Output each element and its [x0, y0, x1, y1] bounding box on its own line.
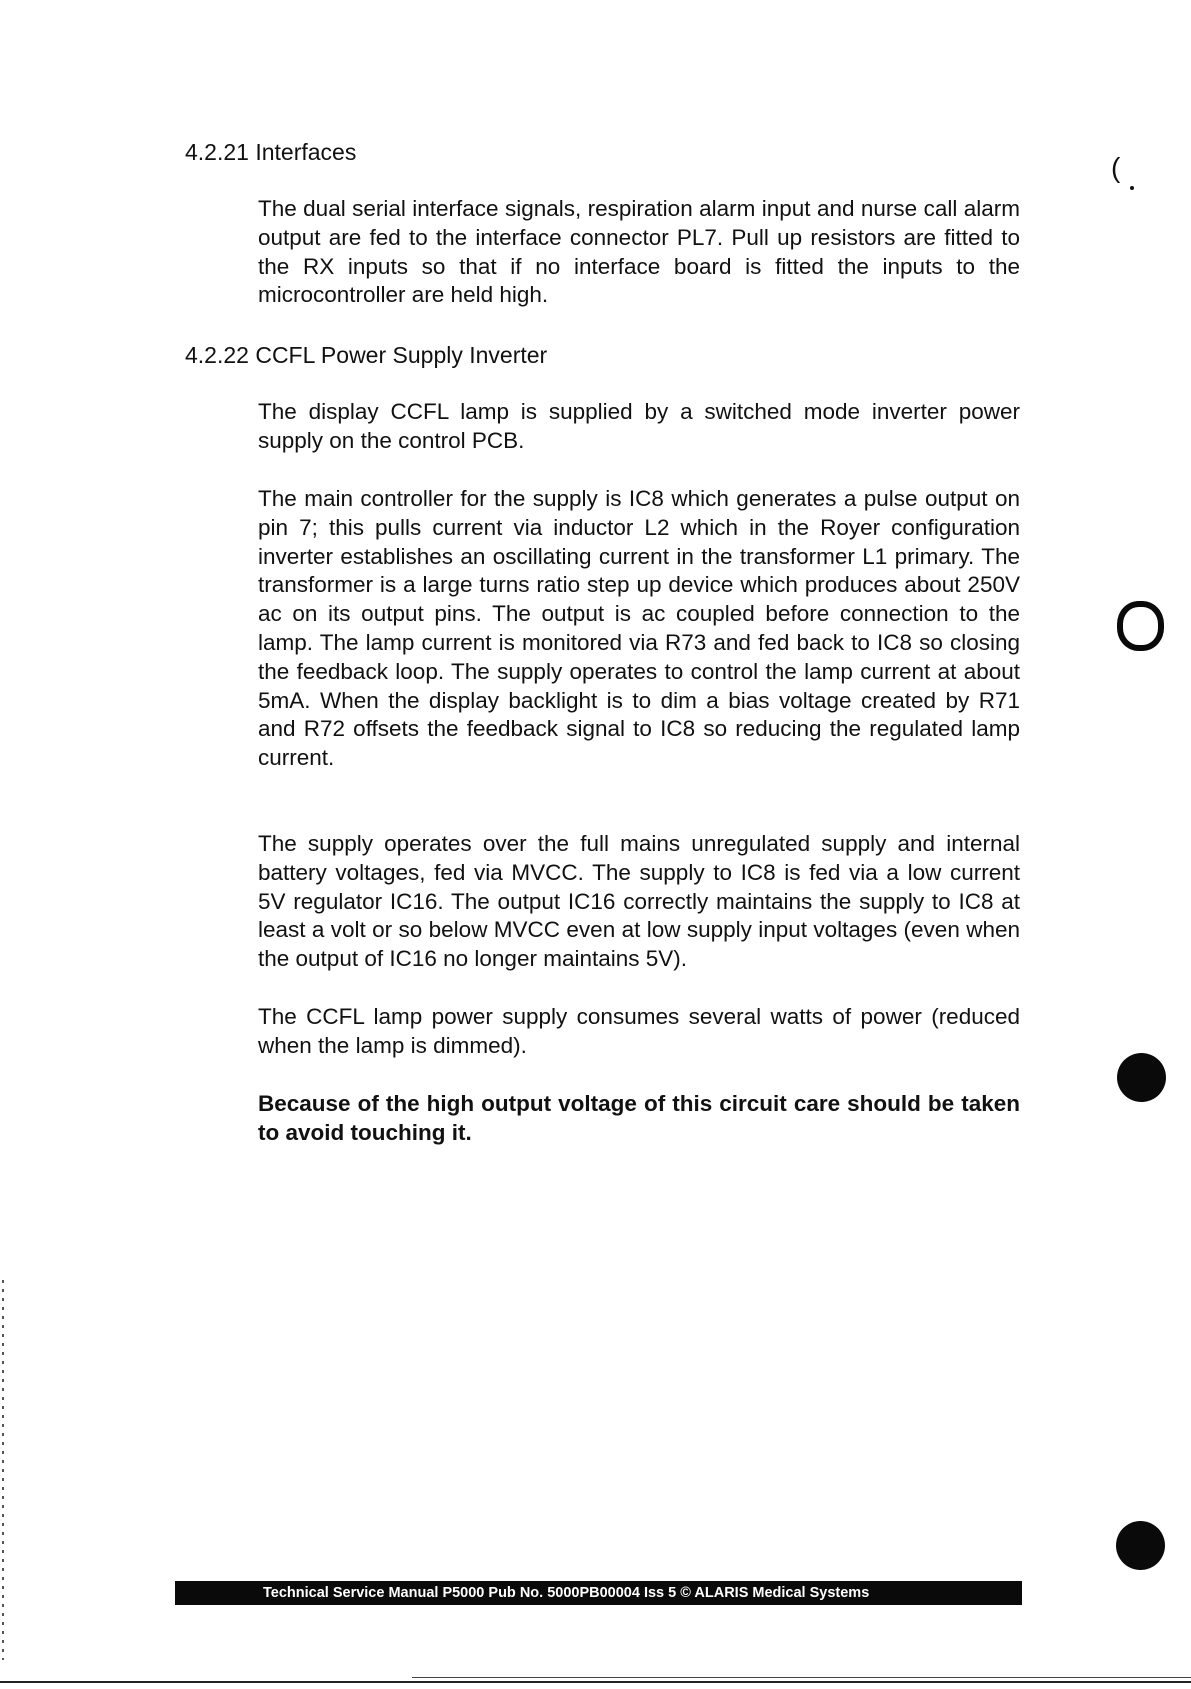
margin-paren-mark: (: [1111, 152, 1121, 183]
warning-text: Because of the high output voltage of this circuit care should be taken to avoid touching it.: [258, 1091, 1020, 1145]
paragraph-ccfl-controller: The main controller for the supply is IC8 which generates a pulse output on pin 7; this pulls current via inductor L2 which in the Royer configuration inverter establishes an oscillating current in the transformer L1 primary. The transformer is a large turns ratio step up device which produces about 250V ac on its output pins. The output is ac coupled before connection to the lamp. The lamp current is monitored via R73 and fed back to IC8 so closing the feedback loop. The supply operates to control the lamp current at about 5mA. When the display backlight is to dim a bias voltage created by R71 and R72 offsets the feedback signal to IC8 so reducing the regulated lamp current.: [258, 486, 1020, 771]
punch-hole-bottom: [1116, 1521, 1165, 1570]
paragraph-ccfl-intro: The display CCFL lamp is supplied by a switched mode inverter power supply on the control PCB.: [258, 399, 1020, 453]
paragraph-ccfl-power: The CCFL lamp power supply consumes several watts of power (reduced when the lamp is dimmed).: [258, 1004, 1020, 1058]
bottom-scan-line: [0, 1681, 1191, 1683]
punch-hole-top: [1117, 601, 1164, 651]
margin-dot-mark: [1130, 186, 1134, 190]
bottom-scan-line-short: [412, 1677, 1191, 1678]
paragraph-interfaces: The dual serial interface signals, respiration alarm input and nurse call alarm output are fed to the interface connector PL7. Pull up resistors are fitted to the RX inputs so that if no interface board is fitted the inputs to the microcontroller are held high.: [258, 196, 1020, 308]
footer-text: Technical Service Manual P5000 Pub No. 5000PB00004 Iss 5 © ALARIS Medical Systems: [263, 1585, 870, 1601]
heading-ccfl-inverter: 4.2.22 CCFL Power Supply Inverter: [185, 342, 548, 368]
paragraph-ccfl-supply: The supply operates over the full mains unregulated supply and internal battery voltages, fed via MVCC. The supply to IC8 is fed via a low current 5V regulator IC16. The output IC16 correctly maintains the supply to IC8 at least a volt or so below MVCC even at low supply input voltages (even when the output of IC16 no longer maintains 5V).: [258, 831, 1020, 972]
punch-hole-middle: [1117, 1053, 1166, 1102]
footer-bar: [175, 1581, 1022, 1605]
left-edge-scan-artifact: [2, 1280, 4, 1660]
heading-interfaces: 4.2.21 Interfaces: [185, 139, 357, 165]
